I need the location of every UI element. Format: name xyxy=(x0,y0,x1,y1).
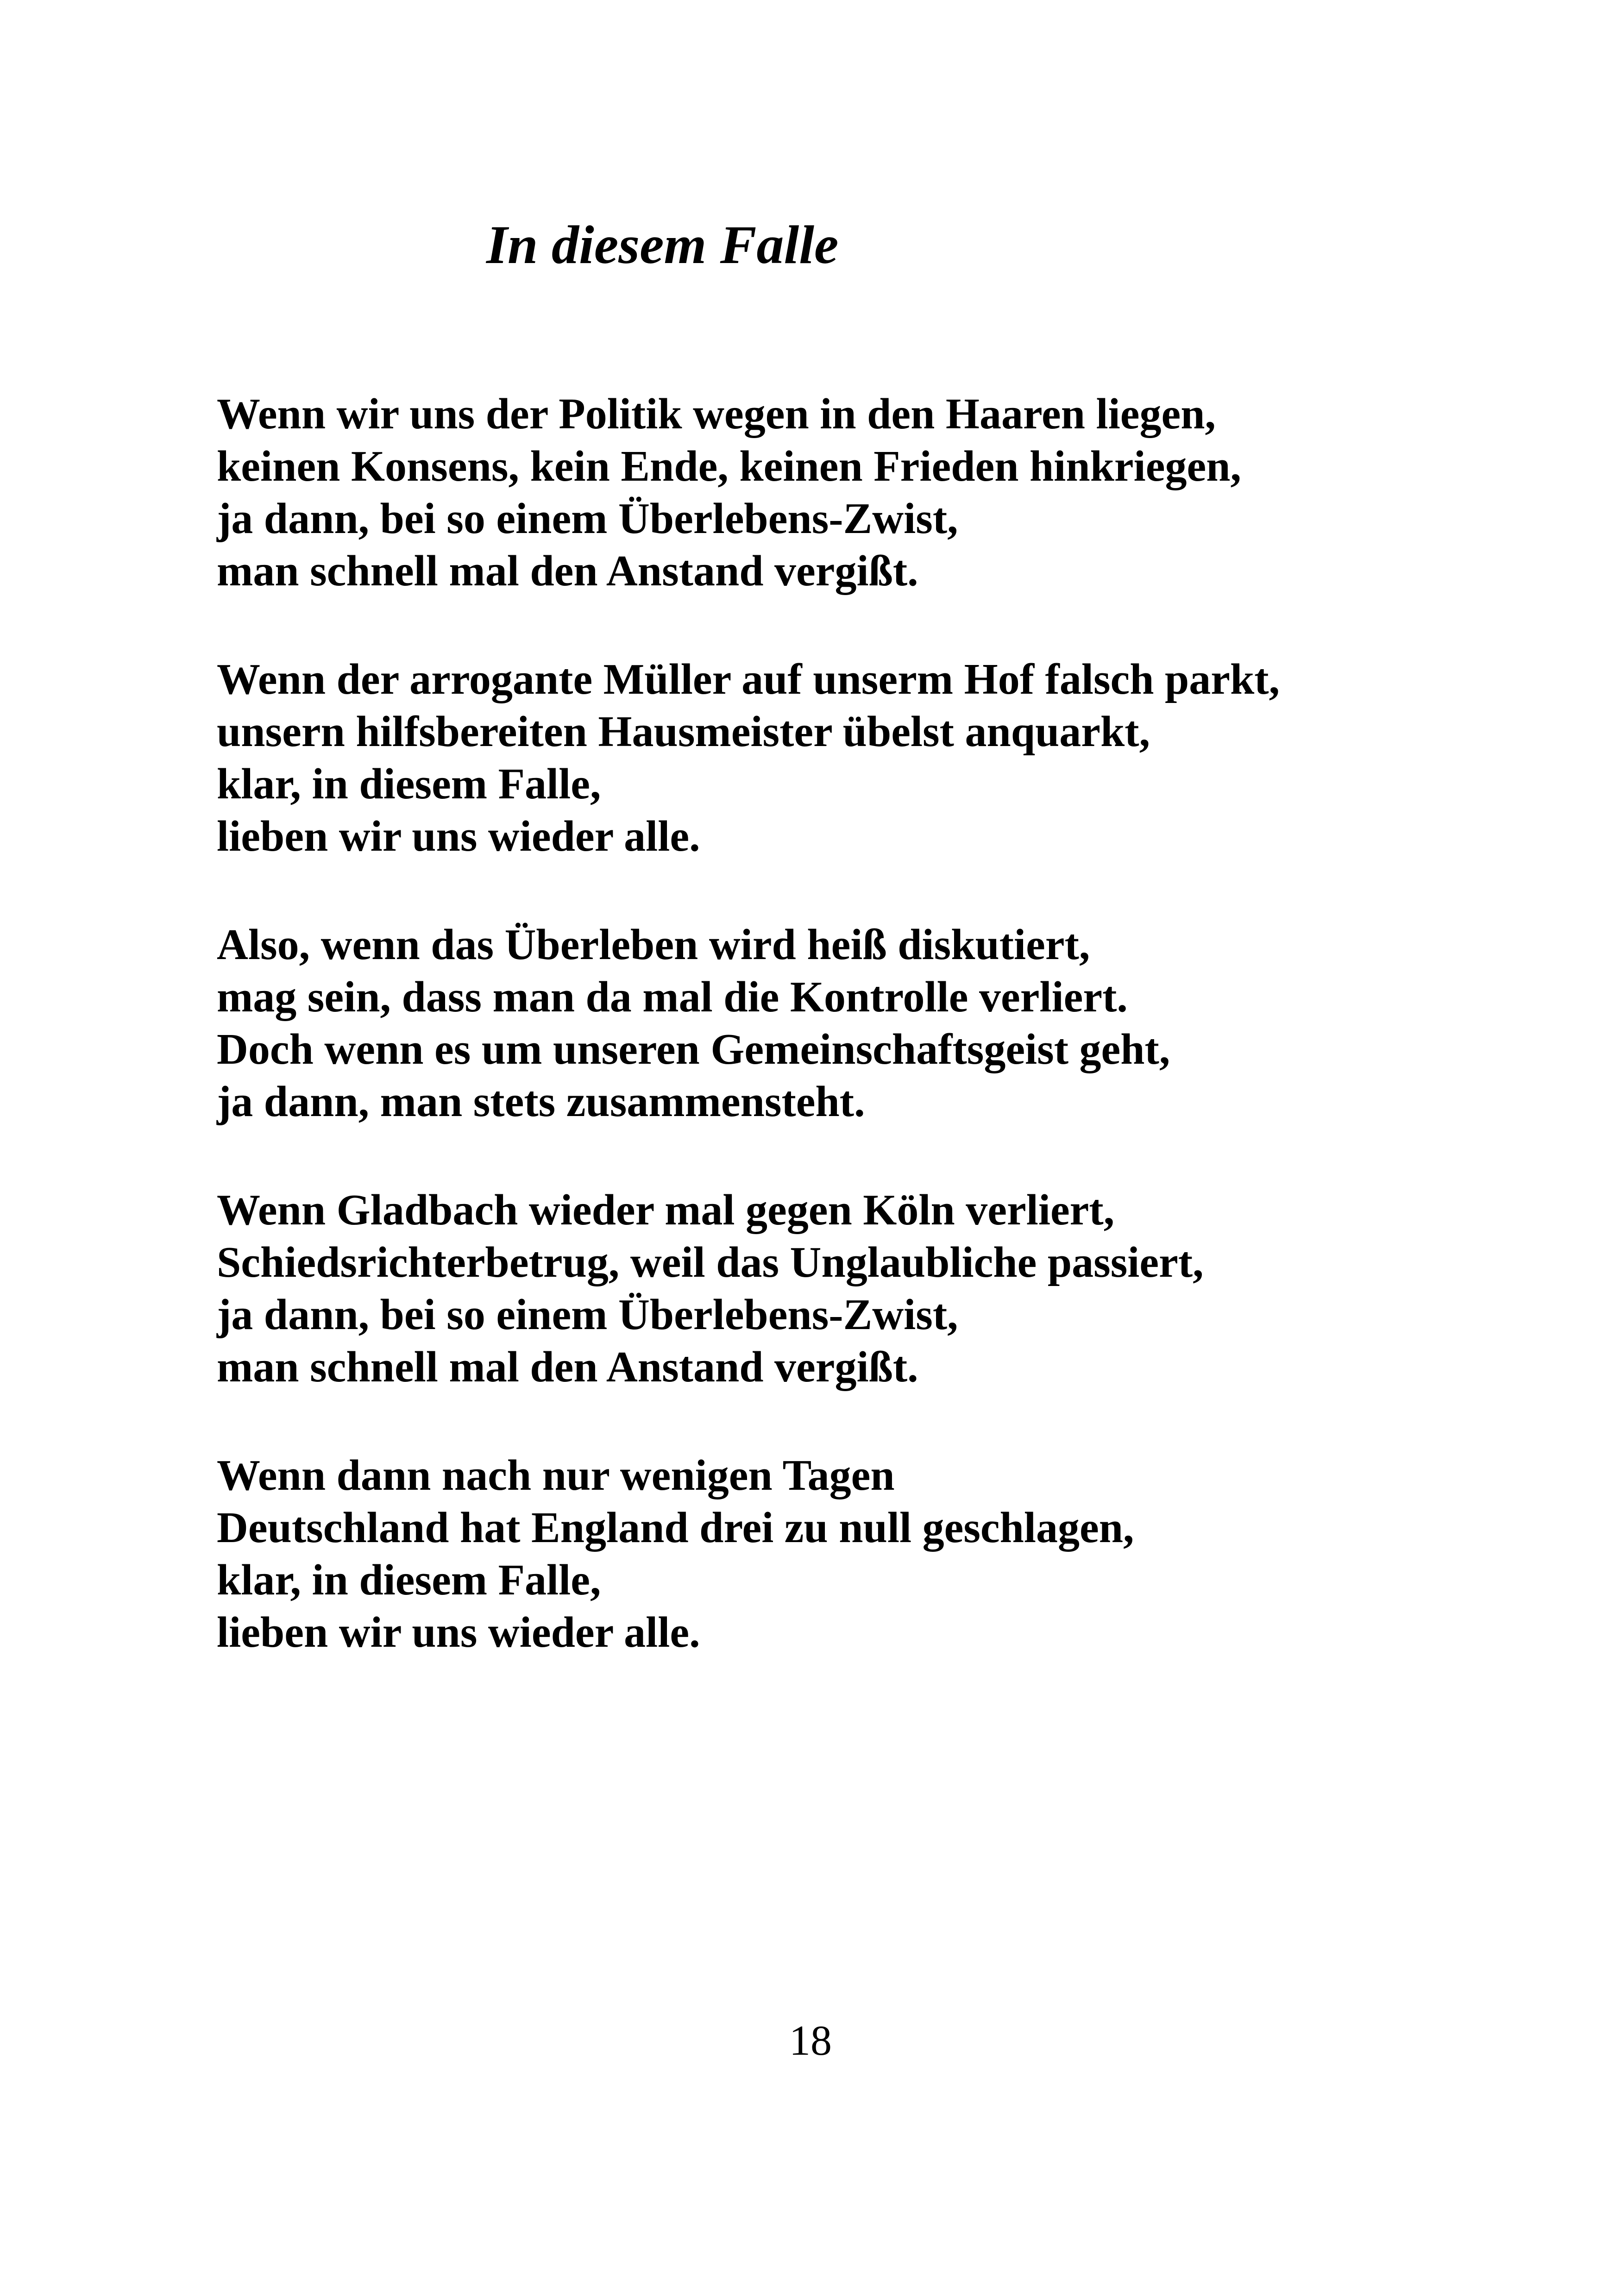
poem-line: mag sein, dass man da mal die Kontrolle verliert. xyxy=(217,973,1128,1021)
poem-line: Deutschland hat England drei zu null geschlagen, xyxy=(217,1504,1134,1552)
page-number: 18 xyxy=(789,2017,832,2064)
stanza-5 xyxy=(217,1449,1467,1659)
poem-line: ja dann, bei so einem Überlebens-Zwist, xyxy=(217,1291,958,1339)
stanza-1 xyxy=(217,388,1467,597)
poem-line: Wenn dann nach nur wenigen Tagen xyxy=(217,1451,895,1499)
poem-line: ja dann, bei so einem Überlebens-Zwist, xyxy=(217,495,958,543)
poem-line: Wenn der arrogante Müller auf unserm Hof falsch parkt, xyxy=(217,655,1280,703)
poem-line: klar, in diesem Falle, xyxy=(217,760,601,808)
stanza-4 xyxy=(217,1184,1467,1393)
poem-line: Doch wenn es um unseren Gemeinschaftsgeist geht, xyxy=(217,1025,1170,1073)
poem-line: keinen Konsens, kein Ende, keinen Frieden hinkriegen, xyxy=(217,442,1241,490)
stanza-2 xyxy=(217,653,1467,863)
poem-line: man schnell mal den Anstand vergißt. xyxy=(217,1343,918,1391)
poem-line: man schnell mal den Anstand vergißt. xyxy=(217,547,918,595)
poem-line: klar, in diesem Falle, xyxy=(217,1556,601,1604)
poem-line: unsern hilfsbereiten Hausmeister übelst anquarkt, xyxy=(217,708,1150,756)
poem-line: Wenn wir uns der Politik wegen in den Haaren liegen, xyxy=(217,390,1216,438)
poem-line: Also, wenn das Überleben wird heiß diskutiert, xyxy=(217,921,1090,969)
poem-line: Schiedsrichterbetrug, weil das Unglaubliche passiert, xyxy=(217,1238,1204,1286)
poem-title: In diesem Falle xyxy=(486,214,839,275)
poem-line: ja dann, man stets zusammensteht. xyxy=(217,1078,865,1126)
stanza-3 xyxy=(217,919,1467,1128)
poem-body xyxy=(217,388,1467,1715)
poem-line: lieben wir uns wieder alle. xyxy=(217,812,700,860)
poem-line: lieben wir uns wieder alle. xyxy=(217,1608,700,1656)
poem-line: Wenn Gladbach wieder mal gegen Köln verliert, xyxy=(217,1186,1115,1234)
